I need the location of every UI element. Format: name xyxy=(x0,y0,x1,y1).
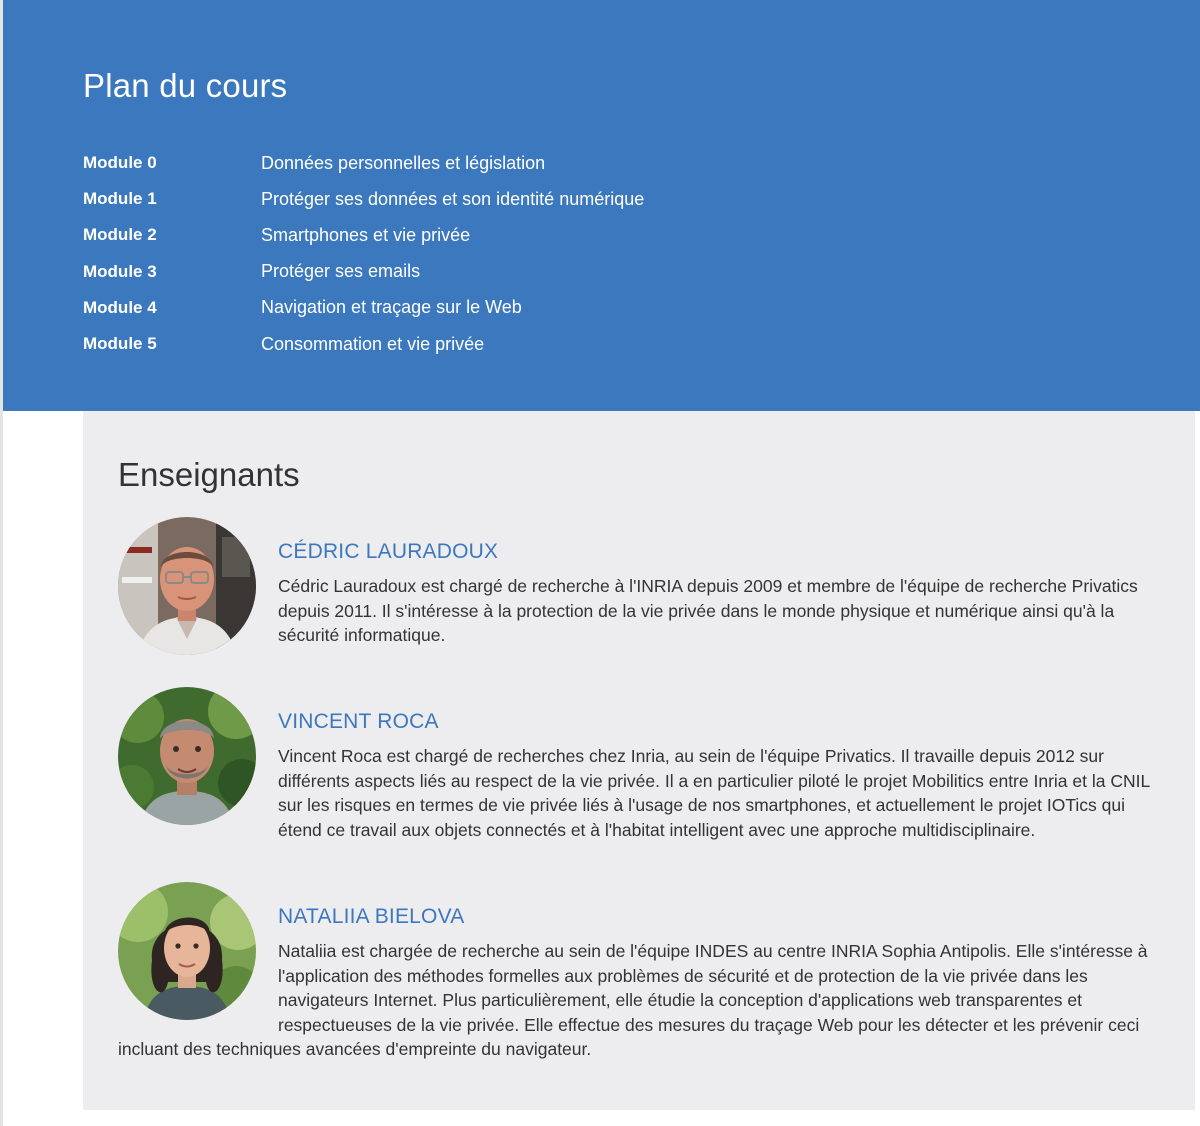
teacher-name[interactable]: VINCENT ROCA xyxy=(278,710,439,733)
module-label: Module 5 xyxy=(83,334,157,354)
teacher-bio-text: Nataliia est chargée de recherche au sein de l'équipe INDES au centre INRIA Sophia Antipolis. Elle s'intéresse à l'application des méthodes formelles aux problèmes de sécurité et de protection de la vie privée dans les navigateurs Internet. Plus particulièrement, elle étudie la conception d'applications web transparentes et respectueuses de la vie privée. Elle effectue des mesures du traçage Web pour les détecter et les prévenir ceci incluant des techniques avancées d'empreinte du navigateur. xyxy=(118,941,1148,1059)
teacher-bio xyxy=(118,939,1168,1062)
module-label: Module 4 xyxy=(83,297,157,317)
module-label: Module 1 xyxy=(83,189,157,209)
teachers-section xyxy=(83,411,1195,1110)
module-title: Navigation et traçage sur le Web xyxy=(261,297,522,318)
module-label: Module 2 xyxy=(83,225,157,245)
module-title: Consommation et vie privée xyxy=(261,333,485,354)
bio-photo-spacer xyxy=(118,939,278,1037)
course-plan-title: Plan du cours xyxy=(83,67,288,104)
teacher-name[interactable]: NATALIIA BIELOVA xyxy=(278,905,465,928)
module-title: Smartphones et vie privée xyxy=(261,224,471,245)
module-label: Module 0 xyxy=(83,153,157,173)
module-row xyxy=(83,290,644,326)
teacher-bio: Cédric Lauradoux est chargé de recherche à l'INRIA depuis 2009 et membre de l'équipe de recherche Privatics depuis 2011. Il s'intéresse à la protection de la vie privée dans le monde physique et numérique ainsi qu'à la sécurité informatique. xyxy=(278,576,1138,645)
module-row xyxy=(83,217,644,253)
module-row xyxy=(83,326,644,362)
module-title: Données personnelles et législation xyxy=(261,152,546,173)
teacher-bio: Vincent Roca est chargé de recherches chez Inria, au sein de l'équipe Privatics. Il travaille depuis 2012 sur différents aspects liés au respect de la vie privée. Il a en particulier piloté le projet Mobilitics entre Inria et la CNIL sur les risques en termes de vie privée liés à l'usage de nos smartphones, et actuellement le projet IOTics qui étend ce travail aux objets connectés et à l'habitat intelligent avec une approche multidisciplinaire. xyxy=(278,746,1150,840)
module-row xyxy=(83,254,644,290)
module-title: Protéger ses emails xyxy=(261,261,421,282)
course-plan-section xyxy=(3,0,1200,411)
module-row xyxy=(83,181,644,217)
teacher-photo-vincent-roca xyxy=(118,687,256,825)
teacher-name[interactable]: CÉDRIC LAURADOUX xyxy=(278,540,499,563)
module-title: Protéger ses données et son identité numérique xyxy=(261,188,645,209)
module-label: Module 3 xyxy=(83,261,157,281)
teachers-title: Enseignants xyxy=(118,456,300,493)
module-row xyxy=(83,145,644,181)
module-list xyxy=(83,145,644,362)
teacher-photo-cedric-lauradoux xyxy=(118,517,256,655)
